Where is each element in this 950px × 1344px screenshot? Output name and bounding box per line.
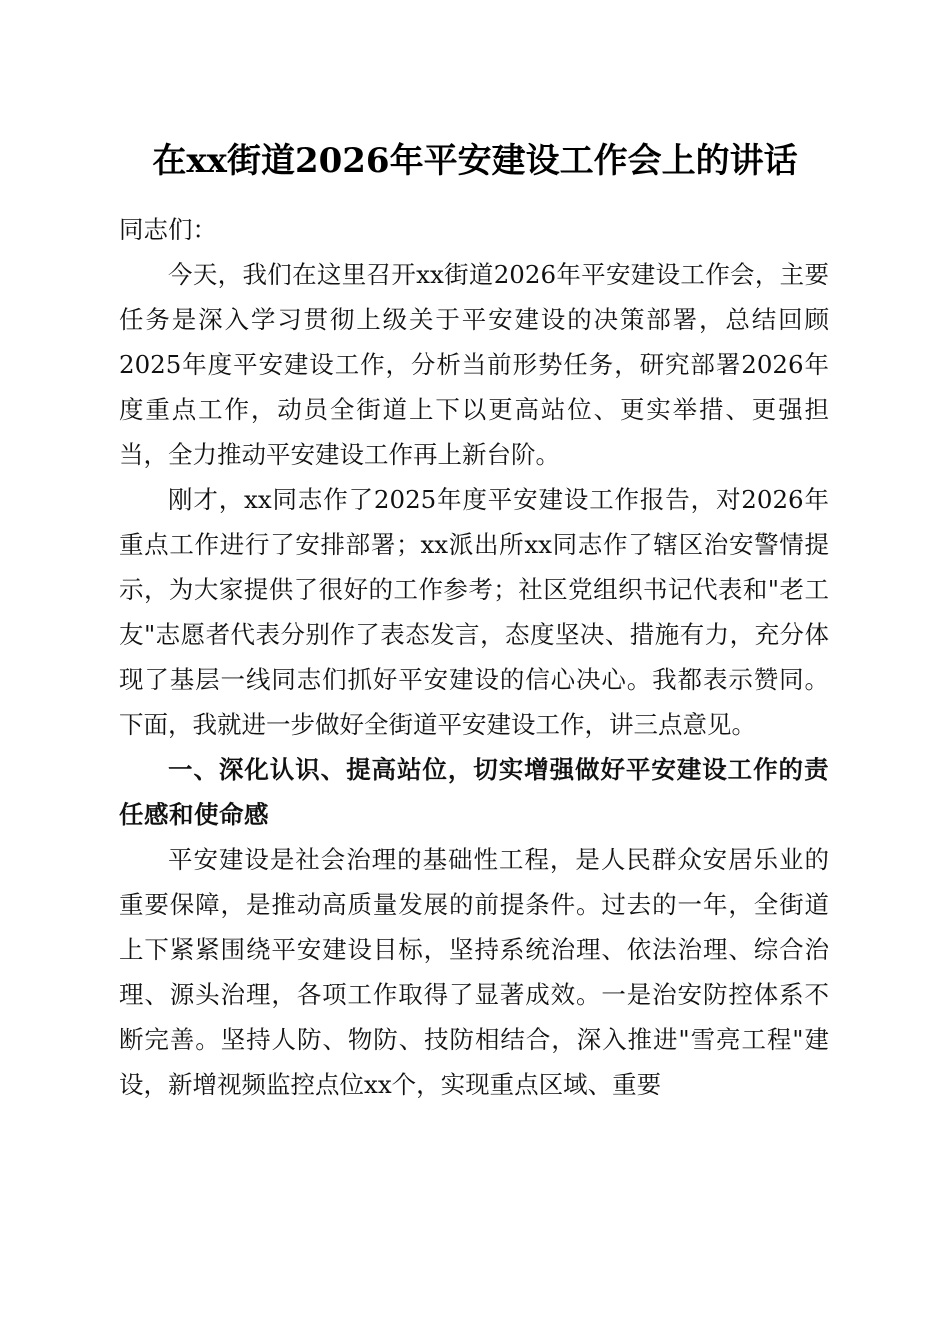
salutation: 同志们： (119, 215, 217, 244)
document-body (119, 207, 829, 1107)
paragraph-review: 刚才，xx同志作了2025年度平安建设工作报告，对2026年重点工作进行了安排部署；xx派出所xx同志作了辖区治安警情提示，为大家提供了很好的工作参考；社区党组织书记代表和"老工友"志愿者代表分别作了表态发言，态度坚决、措施有力，充分体现了基层一线同志们抓好平安建设的信心决心。我都表示赞同。下面，我就进一步做好全街道平安建设工作，讲三点意见。 (119, 485, 829, 739)
section-heading: 一、深化认识、提高站位，切实增强做好平安建设工作的责任感和使命感 (119, 755, 829, 829)
document-title: 在xx街道2026年平安建设工作会上的讲话 (152, 141, 798, 181)
section-paragraph: 平安建设是社会治理的基础性工程，是人民群众安居乐业的重要保障，是推动高质量发展的前提条件。过去的一年，全街道上下紧紧围绕平安建设目标，坚持系统治理、依法治理、综合治理、源头治理，各项工作取得了显著成效。一是治安防控体系不断完善。坚持人防、物防、技防相结合，深入推进"雪亮工程"建设，新增视频监控点位xx个，实现重点区域、重要 (119, 845, 829, 1099)
paragraph-opening: 今天，我们在这里召开xx街道2026年平安建设工作会，主要任务是深入学习贯彻上级关于平安建设的决策部署，总结回顾2025年度平安建设工作，分析当前形势任务，研究部署2026年度重点工作，动员全街道上下以更高站位、更实举措、更强担当，全力推动平安建设工作再上新台阶。 (119, 260, 829, 469)
